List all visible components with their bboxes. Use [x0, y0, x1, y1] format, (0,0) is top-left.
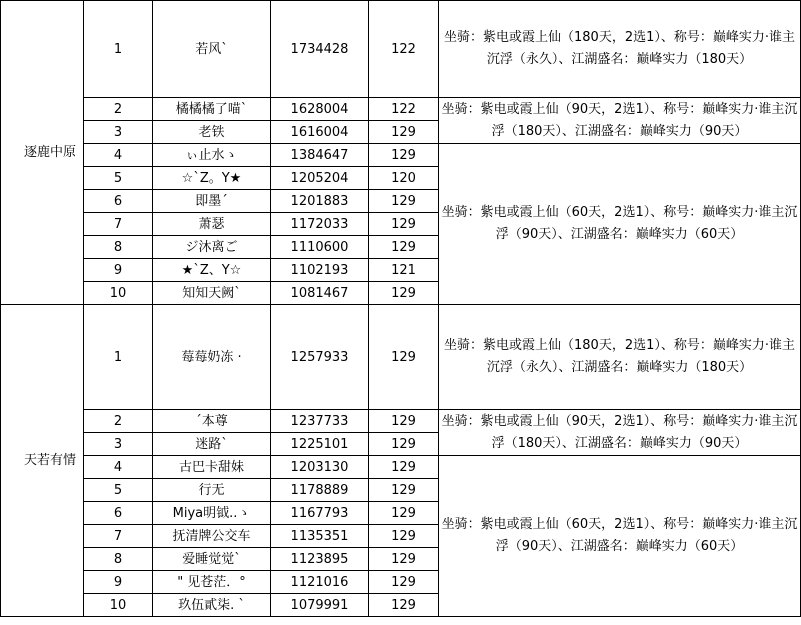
power-value: 1123895 [271, 548, 369, 571]
level-value: 129 [369, 479, 439, 502]
reward-text: 坐骑：紫电或霞上仙（180天，2选1）、称号：巅峰实力·谁主沉浮（永久）、江湖盛名：巅峰实力（180天） [439, 1, 801, 98]
power-value: 1201883 [271, 190, 369, 213]
table-row [1, 410, 801, 433]
player-name: 知知天阙` [153, 282, 271, 305]
reward-text: 坐骑：紫电或霞上仙（180天，2选1）、称号：巅峰实力·谁主沉浮（永久）、江湖盛名：巅峰实力（180天） [439, 305, 801, 410]
rank-cell: 6 [84, 190, 153, 213]
player-name: ★`Z、Y☆ [153, 259, 271, 282]
rank-cell: 9 [84, 259, 153, 282]
power-value: 1081467 [271, 282, 369, 305]
level-value: 129 [369, 282, 439, 305]
level-value: 129 [369, 213, 439, 236]
reward-text: 坐骑：紫电或霞上仙（60天，2选1）、称号：巅峰实力·谁主沉浮（90天）、江湖盛名：巅峰实力（60天） [439, 456, 801, 617]
player-name: ˊ本尊 [153, 410, 271, 433]
player-name: 橘橘橘了喵` [153, 98, 271, 121]
rank-cell: 6 [84, 502, 153, 525]
level-value: 129 [369, 190, 439, 213]
level-value: 129 [369, 410, 439, 433]
player-name: 萧瑟 [153, 213, 271, 236]
level-value: 129 [369, 548, 439, 571]
player-name: 若风` [153, 1, 271, 98]
power-value: 1135351 [271, 525, 369, 548]
player-name: 老铁 [153, 121, 271, 144]
player-name: Miya明钺..ゝ [153, 502, 271, 525]
reward-text: 坐骑：紫电或霞上仙（90天，2选1）、称号：巅峰实力·谁主沉浮（180天）、江湖盛名：巅峰实力（90天） [439, 410, 801, 456]
player-name: 行无 [153, 479, 271, 502]
table-row [1, 456, 801, 479]
power-value: 1203130 [271, 456, 369, 479]
rank-cell: 8 [84, 548, 153, 571]
power-value: 1121016 [271, 571, 369, 594]
level-value: 122 [369, 1, 439, 98]
level-value: 129 [369, 456, 439, 479]
player-name: 玖伍貳柒. ` [153, 594, 271, 617]
rank-cell: 2 [84, 410, 153, 433]
level-value: 129 [369, 571, 439, 594]
level-value: 129 [369, 525, 439, 548]
rank-cell: 1 [84, 305, 153, 410]
rank-cell: 8 [84, 236, 153, 259]
rank-cell: 5 [84, 479, 153, 502]
rank-cell: 10 [84, 594, 153, 617]
player-name: 古巴卡甜妹 [153, 456, 271, 479]
rank-cell: 1 [84, 1, 153, 98]
power-value: 1734428 [271, 1, 369, 98]
power-value: 1257933 [271, 305, 369, 410]
level-value: 120 [369, 167, 439, 190]
player-name: 莓莓奶冻 · [153, 305, 271, 410]
player-name: ジ沐离ご [153, 236, 271, 259]
power-value: 1079991 [271, 594, 369, 617]
reward-text: 坐骑：紫电或霞上仙（90天，2选1）、称号：巅峰实力·谁主沉浮（180天）、江湖盛名：巅峰实力（90天） [439, 98, 801, 144]
level-value: 129 [369, 433, 439, 456]
power-value: 1616004 [271, 121, 369, 144]
rank-cell: 10 [84, 282, 153, 305]
level-value: 129 [369, 594, 439, 617]
table-row [1, 305, 801, 410]
power-value: 1102193 [271, 259, 369, 282]
power-value: 1178889 [271, 479, 369, 502]
table-row [1, 1, 801, 98]
rank-cell: 2 [84, 98, 153, 121]
server-name: 逐鹿中原 [1, 1, 84, 305]
level-value: 129 [369, 121, 439, 144]
rank-cell: 7 [84, 525, 153, 548]
power-value: 1225101 [271, 433, 369, 456]
power-value: 1237733 [271, 410, 369, 433]
level-value: 129 [369, 144, 439, 167]
player-name: ぃ止水ゝ [153, 144, 271, 167]
server-name: 天若有情 [1, 305, 84, 617]
rank-cell: 5 [84, 167, 153, 190]
player-name: ☆`Z。Y★ [153, 167, 271, 190]
power-value: 1384647 [271, 144, 369, 167]
power-value: 1205204 [271, 167, 369, 190]
level-value: 129 [369, 502, 439, 525]
power-value: 1110600 [271, 236, 369, 259]
player-name: " 见苍茫．° [153, 571, 271, 594]
power-value: 1167793 [271, 502, 369, 525]
level-value: 122 [369, 98, 439, 121]
player-name: 抚清牌公交车 [153, 525, 271, 548]
table-row [1, 144, 801, 167]
reward-text: 坐骑：紫电或霞上仙（60天，2选1）、称号：巅峰实力·谁主沉浮（90天）、江湖盛名：巅峰实力（60天） [439, 144, 801, 305]
level-value: 129 [369, 305, 439, 410]
rank-cell: 4 [84, 456, 153, 479]
power-value: 1628004 [271, 98, 369, 121]
power-value: 1172033 [271, 213, 369, 236]
player-name: 即墨´ [153, 190, 271, 213]
level-value: 121 [369, 259, 439, 282]
rank-cell: 4 [84, 144, 153, 167]
player-name: 迷路` [153, 433, 271, 456]
rank-cell: 9 [84, 571, 153, 594]
rank-cell: 3 [84, 121, 153, 144]
rank-cell: 3 [84, 433, 153, 456]
rank-cell: 7 [84, 213, 153, 236]
level-value: 129 [369, 236, 439, 259]
player-name: 爱睡觉觉` [153, 548, 271, 571]
table-row [1, 98, 801, 121]
